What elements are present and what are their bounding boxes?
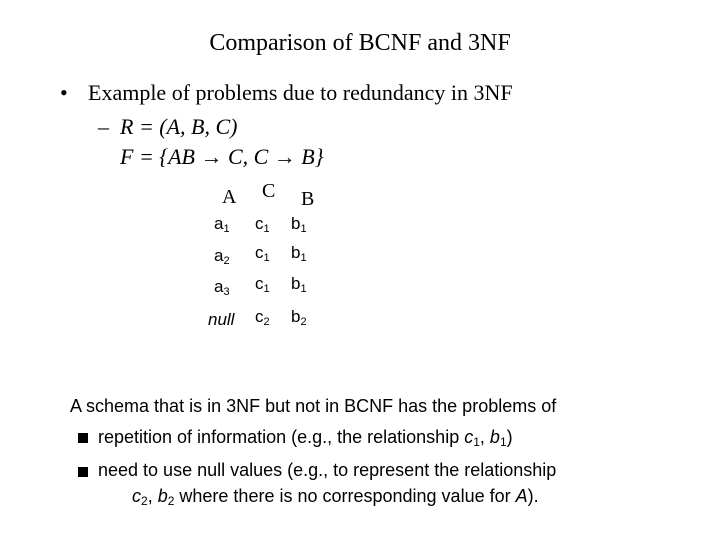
- header-c: C: [262, 180, 276, 202]
- table-cell: $a_2$: [214, 246, 230, 267]
- table-cell: $a_1$: [214, 214, 230, 235]
- table-cell: null: [208, 310, 235, 329]
- square-bullet-icon: [78, 467, 88, 477]
- table-cell: $b_1$: [291, 274, 307, 295]
- header-b: B: [301, 188, 315, 210]
- fd-line: [120, 144, 324, 170]
- square-bullet-icon: [78, 433, 88, 443]
- bullet-text: Example of problems due to redundancy in 3NF: [88, 80, 513, 105]
- dash-glyph: –: [98, 114, 109, 139]
- table-cell: $c_1$: [255, 274, 270, 295]
- relation-line: [98, 114, 238, 140]
- bullet-dot: •: [60, 80, 68, 105]
- table-cell: $c_2$: [255, 307, 270, 328]
- table-cell: $c_1$: [255, 214, 270, 235]
- problem-item-null-values-cont: $c_2$, $b_2$ where there is no corresponding value for A).: [132, 486, 539, 508]
- problem-item-null-values: need to use null values (e.g., to represent the relationship: [98, 460, 557, 480]
- summary-text: A schema that is in 3NF but not in BCNF has the problems of: [70, 396, 557, 416]
- relation-schema: R = (A, B, C): [120, 114, 238, 139]
- functional-dependencies: F = {AB → C, C → B}: [120, 144, 324, 169]
- table-cell: $b_2$: [291, 307, 307, 328]
- table-cell: $b_1$: [291, 214, 307, 235]
- page-title: Comparison of BCNF and 3NF: [209, 30, 511, 56]
- table-cell: $a_3$: [214, 277, 230, 298]
- table-cell: $c_1$: [255, 243, 270, 264]
- bullet-example: [60, 80, 513, 106]
- header-a: A: [222, 186, 237, 208]
- table-cell: $b_1$: [291, 243, 307, 264]
- problem-item-repetition: repetition of information (e.g., the relationship $c_1$, $b_1$): [98, 427, 513, 449]
